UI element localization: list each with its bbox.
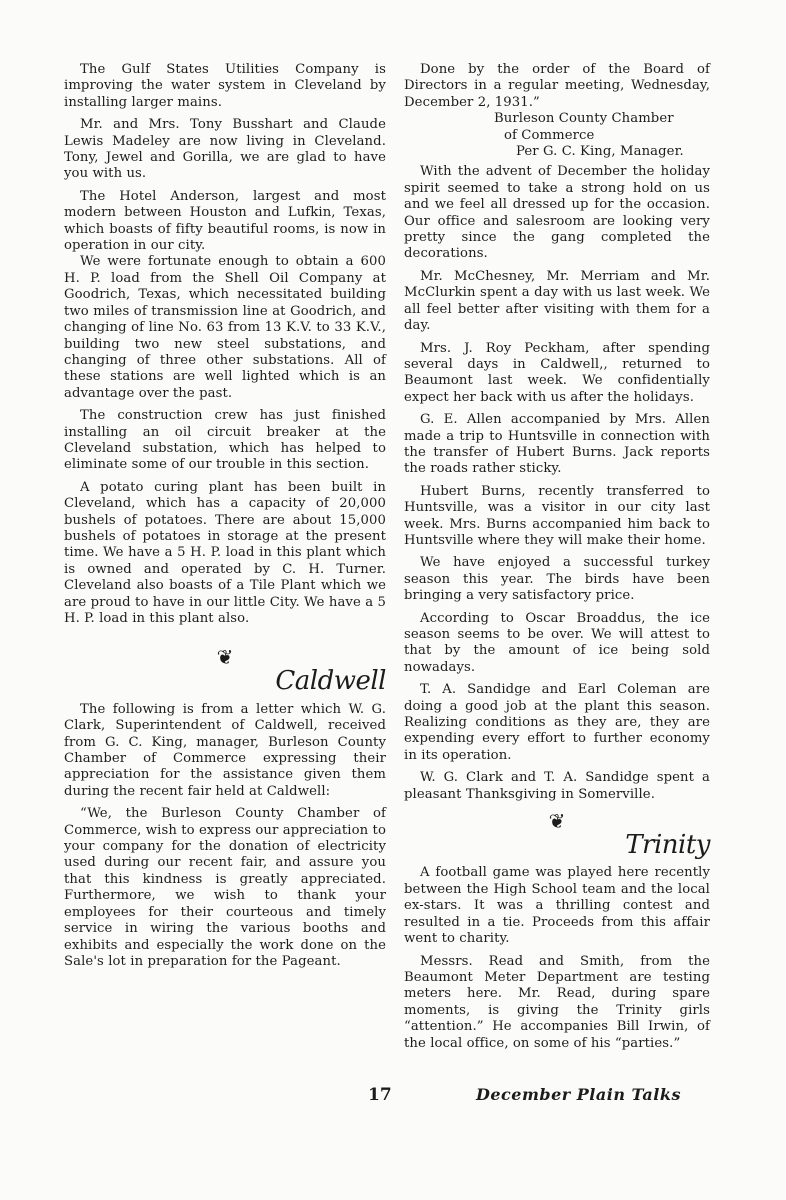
left-column [64,62,386,976]
paragraph: The Gulf States Utilities Company is improving the water system in Cleveland by installing larger mains. [64,62,386,110]
section-heading-caldwell: Caldwell [275,666,386,697]
ornament-icon: ❦ [548,809,566,834]
signature-line: Burleson County Chamber [494,111,674,127]
paragraph: W. G. Clark and T. A. Sandidge spent a pleasant Thanksgiving in Somerville. [404,770,710,802]
ornament-icon: ❦ [216,645,234,670]
paragraph: The Hotel Anderson, largest and most modern between Houston and Lufkin, Texas, which boasts of fifty beautiful rooms, is now in operation in our city. [64,188,386,254]
paragraph: Hubert Burns, recently transferred to Huntsville, was a visitor in our city last week. Mrs. Burns accompanied him back to Huntsville where they will make their home. [404,483,710,548]
paragraph: With the advent of December the holiday spirit seemed to take a strong hold on us and we feel all dressed up for the occasion. Our office and salesroom are looking very pretty since the gang completed the decorations. [404,164,710,262]
paragraph: Messrs. Read and Smith, from the Beaumont Meter Department are testing meters here. Mr. Read, during spare moments, is giving the Trinity girls “attention.” He accompanies Bill Irwin, of the local office, on some of his “parties.” [404,953,710,1051]
paragraph: The construction crew has just finished installing an oil circuit breaker at the Cleveland substation, which has helped to eliminate some of our trouble in this section. [64,408,386,473]
paragraph: “We, the Burleson County Chamber of Commerce, wish to express our appreciation to your company for the donation of electricity used during our recent fair, and assure you that this kindness is greatly appreciated. Furthermore, we wish to thank your employees for their courteous and timely service in wiring the various booths and exhibits and especially the work done on the Sale's lot in preparation for the Pageant. [64,806,386,969]
paragraph: A football game was played here recently between the High School team and the local ex-stars. It was a thrilling contest and resulted in a tie. Proceeds from this affair went to charity. [404,865,710,947]
magazine-title: December Plain Talks [476,1085,681,1104]
section-heading-trinity: Trinity [625,830,710,861]
paragraph: G. E. Allen accompanied by Mrs. Allen made a trip to Huntsville in connection with the transfer of Hubert Burns. Jack reports the roads rather sticky. [404,412,710,477]
page-number: 17 [368,1085,392,1105]
paragraph: Mr. and Mrs. Tony Busshart and Claude Lewis Madeley are now living in Cleveland. Tony, Jewel and Gorilla, we are glad to have you with us. [64,117,386,182]
paragraph: Mrs. J. Roy Peckham, after spending several days in Caldwell,, returned to Beaumont last week. We confidentially expect her back with us after the holidays. [404,340,710,405]
paragraph: The following is from a letter which W. G. Clark, Superintendent of Caldwell, received from G. C. King, manager, Burleson County Chamber of Commerce expressing their appreciation for the assistance given them during the recent fair held at Caldwell: [64,701,386,799]
paragraph: We were fortunate enough to obtain a 600 H. P. load from the Shell Oil Company at Goodrich, Texas, which necessitated building two miles of transmission line at Goodrich, and changing of line No. 63 from 13 K.V. to 33 K.V., building two new steel substations, and changing of three other substations. All of these stations are well lighted which is an advantage over the past. [64,254,386,401]
signature-line: Per G. C. King, Manager. [516,144,684,160]
right-column [404,62,710,1058]
paragraph: Mr. McChesney, Mr. Merriam and Mr. McClurkin spent a day with us last week. We all feel better after visiting with them for a day. [404,268,710,334]
paragraph: We have enjoyed a successful turkey season this year. The birds have been bringing a very satisfactory price. [404,555,710,604]
letter-close: Done by the order of the Board of Directors in a regular meeting, Wednesday, December 2, 1931.” [404,62,710,110]
signature-line: of Commerce [504,127,595,143]
paragraph: T. A. Sandidge and Earl Coleman are doing a good job at the plant this season. Realizing conditions as they are, they are expending every effort to further economy in its operation. [404,682,710,763]
paragraph: According to Oscar Broaddus, the ice season seems to be over. We will attest to that by the amount of ice being sold nowadays. [404,610,710,675]
paragraph: A potato curing plant has been built in Cleveland, which has a capacity of 20,000 bushels of potatoes. There are about 15,000 bushels of potatoes in storage at the present time. We have a 5 H. P. load in this plant which is owned and operated by C. H. Turner. Cleveland also boasts of a Tile Plant which we are proud to have in our little City. We have a 5 H. P. load in this plant also. [64,479,386,626]
